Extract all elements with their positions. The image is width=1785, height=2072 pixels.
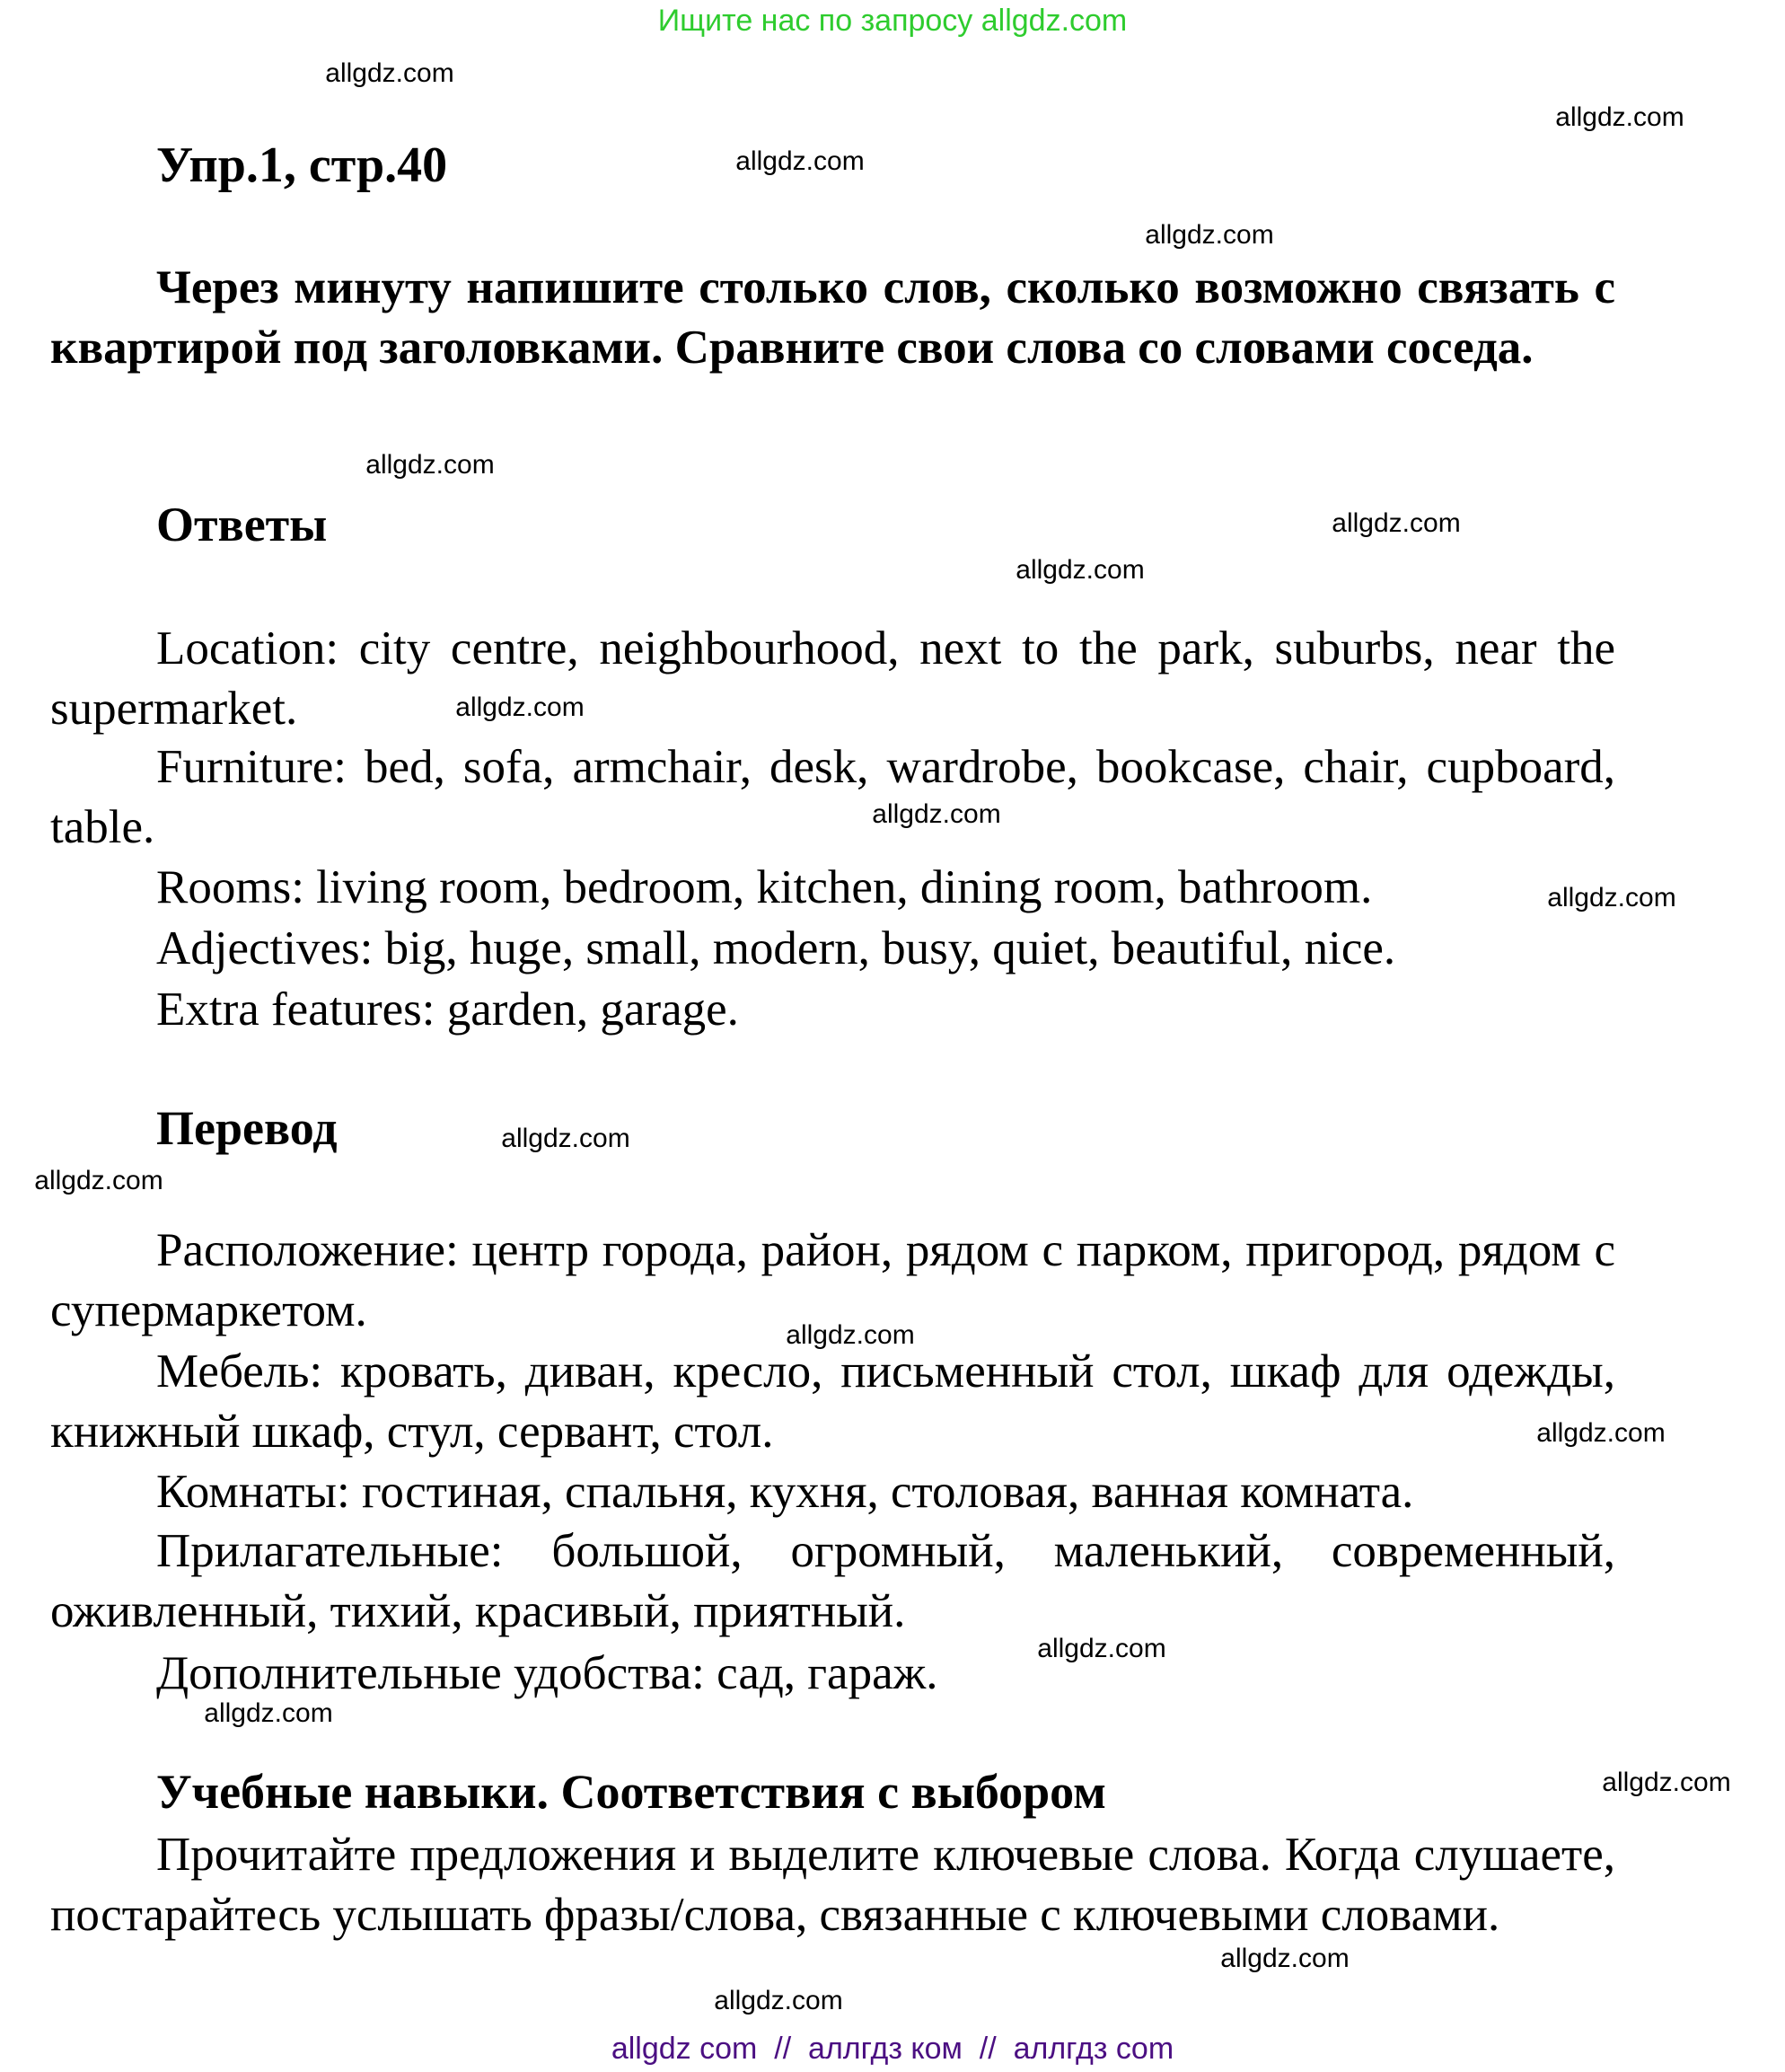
answer-rooms: Rooms: living room, bedroom, kitchen, dining room, bathroom. (156, 861, 1373, 913)
answer-extra: Extra features: garden, garage. (156, 983, 739, 1036)
footer-links: allgdz com // аллгдз ком // аллгдз com (611, 2032, 1174, 2066)
skills-heading: Учебные навыки. Соответствия с выбором (156, 1765, 1106, 1819)
watermark: allgdz.com (714, 1986, 843, 2015)
watermark: allgdz.com (455, 692, 585, 722)
watermark: allgdz.com (1332, 508, 1461, 538)
translation-extra: Дополнительные удобства: сад, гараж. (156, 1647, 938, 1699)
watermark: allgdz.com (735, 146, 865, 176)
watermark: allgdz.com (501, 1124, 630, 1153)
skills-text: Прочитайте предложения и выделите ключевые слова. Когда слушаете, постарайтесь услышать фразы/слова, связанные с ключевыми словами. (50, 1829, 1615, 1941)
instruction-text: Через минуту напишите столько слов, сколько возможно связать с квартирой под заголовками. Сравните свои слова со словами соседа. (50, 261, 1615, 374)
answer-location: Location: city centre, neighbourhood, next to the park, suburbs, near the supermarket. (50, 622, 1615, 735)
translation-furniture: Мебель: кровать, диван, кресло, письменный стол, шкаф для одежды, книжный шкаф, стул, сервант, стол. (50, 1345, 1615, 1458)
answer-adjectives: Adjectives: big, huge, small, modern, busy, quiet, beautiful, nice. (156, 922, 1396, 974)
watermark: allgdz.com (1037, 1634, 1166, 1663)
watermark: allgdz.com (1602, 1768, 1731, 1797)
watermark: allgdz.com (1220, 1944, 1350, 1973)
watermark: allgdz.com (1145, 220, 1274, 250)
watermark: allgdz.com (34, 1166, 163, 1195)
watermark: allgdz.com (1536, 1418, 1666, 1448)
watermark: allgdz.com (872, 799, 1001, 829)
watermark: allgdz.com (204, 1698, 333, 1728)
answer-furniture: Furniture: bed, sofa, armchair, desk, wardrobe, bookcase, chair, cupboard, table. (50, 741, 1615, 853)
translation-location: Расположение: центр города, район, рядом с парком, пригород, рядом с супермаркетом. (50, 1224, 1615, 1336)
watermark: allgdz.com (325, 58, 454, 88)
search-banner: Ищите нас по запросу allgdz.com (657, 4, 1128, 38)
translation-heading: Перевод (156, 1101, 338, 1155)
watermark: allgdz.com (1547, 883, 1676, 913)
watermark: allgdz.com (1016, 555, 1145, 585)
translation-rooms: Комнаты: гостиная, спальня, кухня, столовая, ванная комната. (156, 1466, 1414, 1518)
watermark: allgdz.com (786, 1320, 915, 1350)
watermark: allgdz.com (1555, 102, 1684, 132)
translation-adjectives: Прилагательные: большой, огромный, маленький, современный, оживленный, тихий, красивый, приятный. (50, 1525, 1615, 1637)
watermark: allgdz.com (365, 450, 495, 480)
answers-heading: Ответы (156, 498, 328, 551)
exercise-title: Упр.1, стр.40 (156, 137, 448, 193)
